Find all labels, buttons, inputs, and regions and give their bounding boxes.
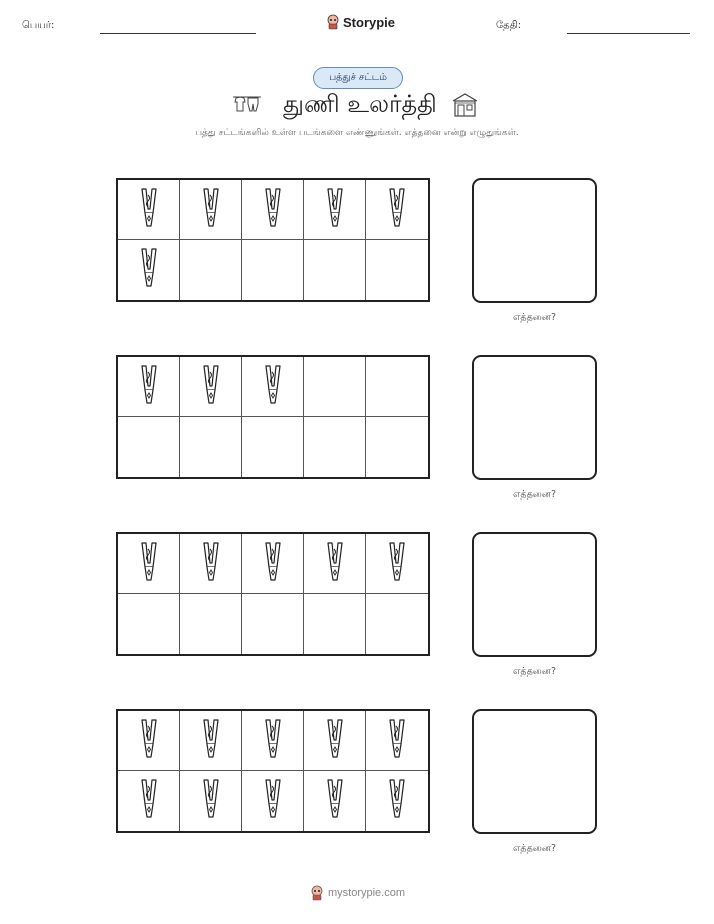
frame-cell xyxy=(304,357,366,417)
clothespin-icon xyxy=(263,718,283,764)
answer-prompt-2: எத்தனை? xyxy=(512,489,557,500)
frame-cell xyxy=(366,534,428,594)
answer-box-1[interactable] xyxy=(472,178,597,303)
answer-box-3[interactable] xyxy=(472,532,597,657)
storypie-mascot-icon xyxy=(326,14,340,30)
footer-url: mystorypie.com xyxy=(328,887,406,899)
name-label: பெயர்: xyxy=(22,20,55,31)
clothespin-icon xyxy=(387,187,407,233)
clothespin-icon xyxy=(263,364,283,410)
frame-cell xyxy=(118,357,180,417)
page-title: துணி உலர்த்தி xyxy=(283,90,437,118)
clothespin-icon xyxy=(139,718,159,764)
frame-cell xyxy=(242,771,304,831)
frame-cell xyxy=(366,711,428,771)
clothespin-icon xyxy=(201,364,221,410)
frame-cell xyxy=(242,594,304,654)
clothespin-icon xyxy=(139,778,159,824)
clothespin-icon xyxy=(139,541,159,587)
clothespin-icon xyxy=(325,778,345,824)
frame-cell xyxy=(118,534,180,594)
clothespin-icon xyxy=(387,718,407,764)
clothespin-icon xyxy=(201,541,221,587)
frame-cell xyxy=(180,534,242,594)
clothespin-icon xyxy=(325,187,345,233)
frame-cell xyxy=(180,417,242,477)
frame-cell xyxy=(180,711,242,771)
frame-cell xyxy=(118,711,180,771)
clothespin-icon xyxy=(325,718,345,764)
frame-cell xyxy=(304,594,366,654)
date-label: தேதி: xyxy=(496,20,522,31)
ten-frame-3 xyxy=(116,532,430,656)
clothespin-icon xyxy=(201,718,221,764)
frame-cell xyxy=(118,417,180,477)
frame-cell xyxy=(366,240,428,300)
answer-box-4[interactable] xyxy=(472,709,597,834)
frame-cell xyxy=(366,357,428,417)
topic-badge: பத்துச் சட்டம் xyxy=(313,67,403,89)
clothespin-icon xyxy=(201,187,221,233)
brand-name: Storypie xyxy=(343,14,396,30)
frame-cell xyxy=(118,180,180,240)
clothespin-icon xyxy=(263,778,283,824)
clothespin-icon xyxy=(325,541,345,587)
clothespin-icon xyxy=(387,541,407,587)
frame-cell xyxy=(304,417,366,477)
frame-cell xyxy=(118,240,180,300)
frame-cell xyxy=(118,594,180,654)
brand-logo xyxy=(326,14,395,30)
clothespin-icon xyxy=(263,187,283,233)
frame-cell xyxy=(180,357,242,417)
frame-cell xyxy=(304,240,366,300)
frame-cell xyxy=(180,594,242,654)
frame-cell xyxy=(242,711,304,771)
clothespin-icon xyxy=(139,364,159,410)
frame-cell xyxy=(242,417,304,477)
name-write-line[interactable] xyxy=(100,33,256,34)
footer xyxy=(310,885,405,901)
ten-frame-2 xyxy=(116,355,430,479)
frame-cell xyxy=(180,240,242,300)
frame-cell xyxy=(242,240,304,300)
frame-cell xyxy=(180,180,242,240)
clothespin-icon xyxy=(201,778,221,824)
answer-prompt-1: எத்தனை? xyxy=(512,312,557,323)
laundry-shop-icon xyxy=(451,92,479,118)
frame-cell xyxy=(366,594,428,654)
frame-cell xyxy=(304,534,366,594)
frame-cell xyxy=(242,180,304,240)
clothespin-icon xyxy=(139,247,159,293)
frame-cell xyxy=(366,417,428,477)
frame-cell xyxy=(304,771,366,831)
clothespin-icon xyxy=(263,541,283,587)
frame-cell xyxy=(242,534,304,594)
frame-cell xyxy=(366,771,428,831)
answer-prompt-3: எத்தனை? xyxy=(512,666,557,677)
clothespin-icon xyxy=(139,187,159,233)
frame-cell xyxy=(180,771,242,831)
answer-box-2[interactable] xyxy=(472,355,597,480)
storypie-mascot-icon xyxy=(310,885,324,901)
frame-cell xyxy=(304,711,366,771)
answer-prompt-4: எத்தனை? xyxy=(512,843,557,854)
ten-frame-1 xyxy=(116,178,430,302)
frame-cell xyxy=(366,180,428,240)
date-write-line[interactable] xyxy=(567,33,690,34)
ten-frame-4 xyxy=(116,709,430,833)
frame-cell xyxy=(118,771,180,831)
instructions: பத்து சட்டங்களில் உள்ள படங்களை எண்ணுங்கள். எத்தனை என்று எழுதுங்கள். xyxy=(195,128,519,138)
frame-cell xyxy=(304,180,366,240)
clothes-line-icon xyxy=(232,94,262,114)
frame-cell xyxy=(242,357,304,417)
clothespin-icon xyxy=(387,778,407,824)
